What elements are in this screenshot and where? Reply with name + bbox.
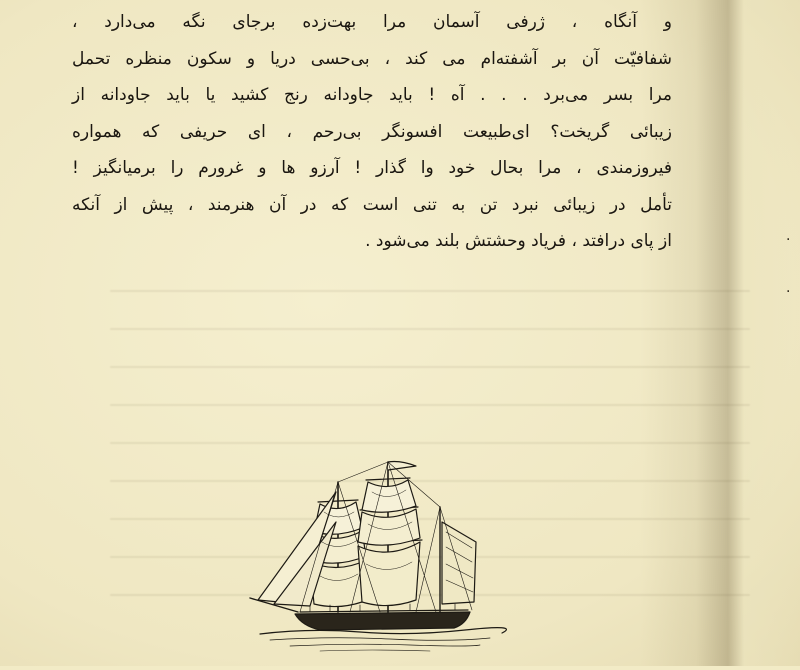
body-text	[72, 4, 672, 260]
sailing-ship-illustration	[240, 452, 510, 657]
text-line-1: و آنگاه ، ژرفی آسمان مرا بهت‌زده برجای نگه می‌دارد ،	[72, 12, 672, 32]
edge-mark-1: ·	[786, 232, 791, 248]
text-line-5: فیروزمندی ، مرا بحال خود وا گذار ! آرزو ها و غرورم را برمیانگیز !	[72, 158, 672, 178]
text-line-4: زیبائی گریخت؟ ای‌طبیعت افسونگر بی‌رحم ، ای حریفی که همواره	[72, 121, 672, 142]
text-line-7: از پای درافتد ، فریاد وحشتش بلند می‌شود .	[365, 231, 672, 251]
text-line-3: مرا بسر می‌برد . . . آه ! باید جاودانه رنج کشید یا باید جاودانه از	[72, 85, 672, 105]
text-line-2: شفافیّت آن بر آشفته‌ام می کند ، بی‌حسی دریا و سکون منظره تحمل	[72, 48, 672, 69]
text-line-6: تأمل در زیبائی‌ نبرد تن به تنی است که در آن هنرمند ، پیش از آنکه	[72, 194, 672, 215]
edge-mark-2: ·	[786, 284, 791, 300]
